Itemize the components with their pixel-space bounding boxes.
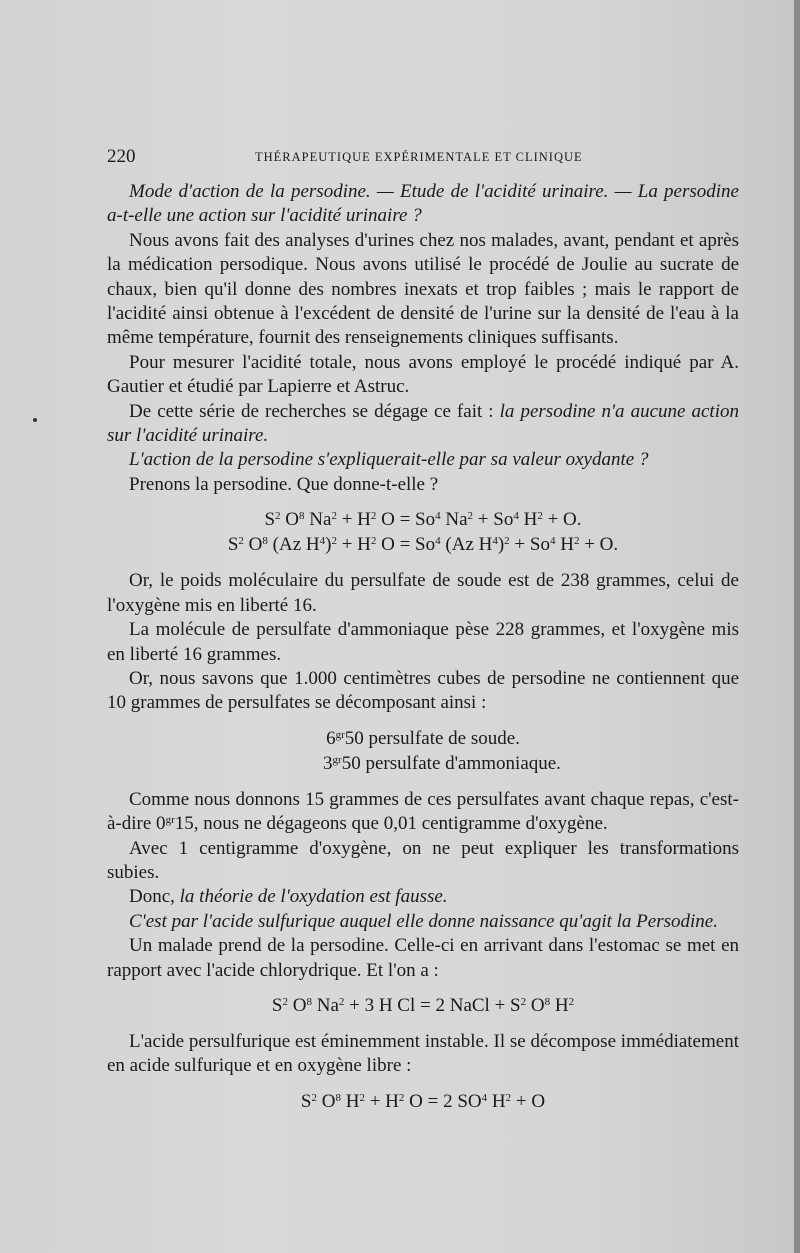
paragraph: Or, nous savons que 1.000 centimètres cubes de persodine ne contiennent que 10 grammes de persulfates se décomposant ainsi : bbox=[107, 667, 739, 714]
equation-block-1 bbox=[107, 507, 739, 557]
list-item: $6^{gr}50$ persulfate de soude. bbox=[326, 727, 520, 749]
paragraph: Donc, la théorie de l'oxydation est fausse. bbox=[129, 886, 448, 908]
paragraph: La molécule de persulfate d'ammoniaque pèse 228 grammes, et l'oxygène mis en liberté 16 grammes. bbox=[107, 619, 739, 665]
equation-hcl-reaction: $S^2$ $O^8$ Na$^2$ + 3 H Cl = 2 NaCl + $S^2$ $O^8$ $H^2$ bbox=[271, 994, 575, 1016]
equation-decomposition: $S^2$ $O^8$ $H^2 + H^2$ O = 2 $SO^4$ $H^2 + O$ bbox=[300, 1090, 546, 1112]
persulfate-list bbox=[107, 726, 739, 776]
paragraph: C'est par l'acide sulfurique auquel elle donne naissance qu'agit la Persodine. bbox=[129, 910, 718, 932]
equation-block-3 bbox=[107, 993, 739, 1018]
paragraph: Avec 1 centigramme d'oxygène, on ne peut expliquer les transformations subies. bbox=[107, 837, 739, 883]
equation-persulfate-ammoniaque: $S^2$ $O^8$ (Az $H^4)^2 + H^2$ $O = So^4$ (Az $H^4)^2 + So^4$ $H^2 + O$. bbox=[227, 534, 619, 556]
paragraph: Or, le poids moléculaire du persulfate de soude est de 238 grammes, celui de l'oxygène mis en liberté 16. bbox=[107, 570, 739, 616]
paragraph: Prenons la persodine. Que donne-t-elle ? bbox=[129, 473, 439, 495]
paragraph-section-title: Mode d'action de la persodine. — Etude de l'acidité urinaire. — La persodine a-t-elle une action sur l'acidité urinaire ? bbox=[107, 181, 739, 227]
page-edge-shadow bbox=[794, 0, 800, 1253]
paragraph: Comme nous donnons 15 grammes de ces persulfates avant chaque repas, c'est-à-dire $0^{gr}15$, nous ne dégageons que 0,01 centigramme d'oxygène. bbox=[107, 788, 739, 835]
paragraph: L'acide persulfurique est éminemment instable. Il se décompose immédiatement en acide sulfurique et en oxygène libre : bbox=[107, 1030, 739, 1077]
paragraph: Nous avons fait des analyses d'urines chez nos malades, avant, pendant et après la médication persodique. Nous avons utilisé le procédé de Joulie au sucrate de chaux, bien qu'il donne des nombres inexats et trop faibles ; mais le rapport de l'acidité ainsi obtenue à l'excédent de densité de l'urine sur la densité de l'eau à la même température, fournit des renseignements cliniques suffisants. bbox=[107, 229, 739, 349]
paragraph: Un malade prend de la persodine. Celle-ci en arrivant dans l'estomac se met en rapport avec l'acide chlorydrique. Et l'on a : bbox=[107, 935, 739, 981]
equation-persulfate-soude: $S^2$ $O^8$ $Na^2 + H^2$ $O = So^4$ $Na^2 + So^4$ $H^2 + O$. bbox=[264, 509, 582, 531]
paragraph: L'action de la persodine s'expliquerait-elle par sa valeur oxydante ? bbox=[129, 449, 649, 471]
page-number: 220 bbox=[107, 146, 136, 167]
body-text bbox=[107, 180, 739, 1126]
paragraph: De cette série de recherches se dégage ce fait : la persodine n'a aucune action sur l'acidité urinaire. bbox=[107, 400, 739, 447]
running-head: THÉRAPEUTIQUE EXPÉRIMENTALE ET CLINIQUE bbox=[255, 150, 583, 164]
margin-dot bbox=[33, 418, 37, 422]
paragraph: Pour mesurer l'acidité totale, nous avons employé le procédé indiqué par A. Gautier et étudié par Lapierre et Astruc. bbox=[107, 351, 739, 398]
page-header bbox=[107, 146, 739, 168]
equation-block-4 bbox=[107, 1089, 739, 1114]
list-item: $3^{gr}50$ persulfate d'ammoniaque. bbox=[323, 752, 561, 774]
